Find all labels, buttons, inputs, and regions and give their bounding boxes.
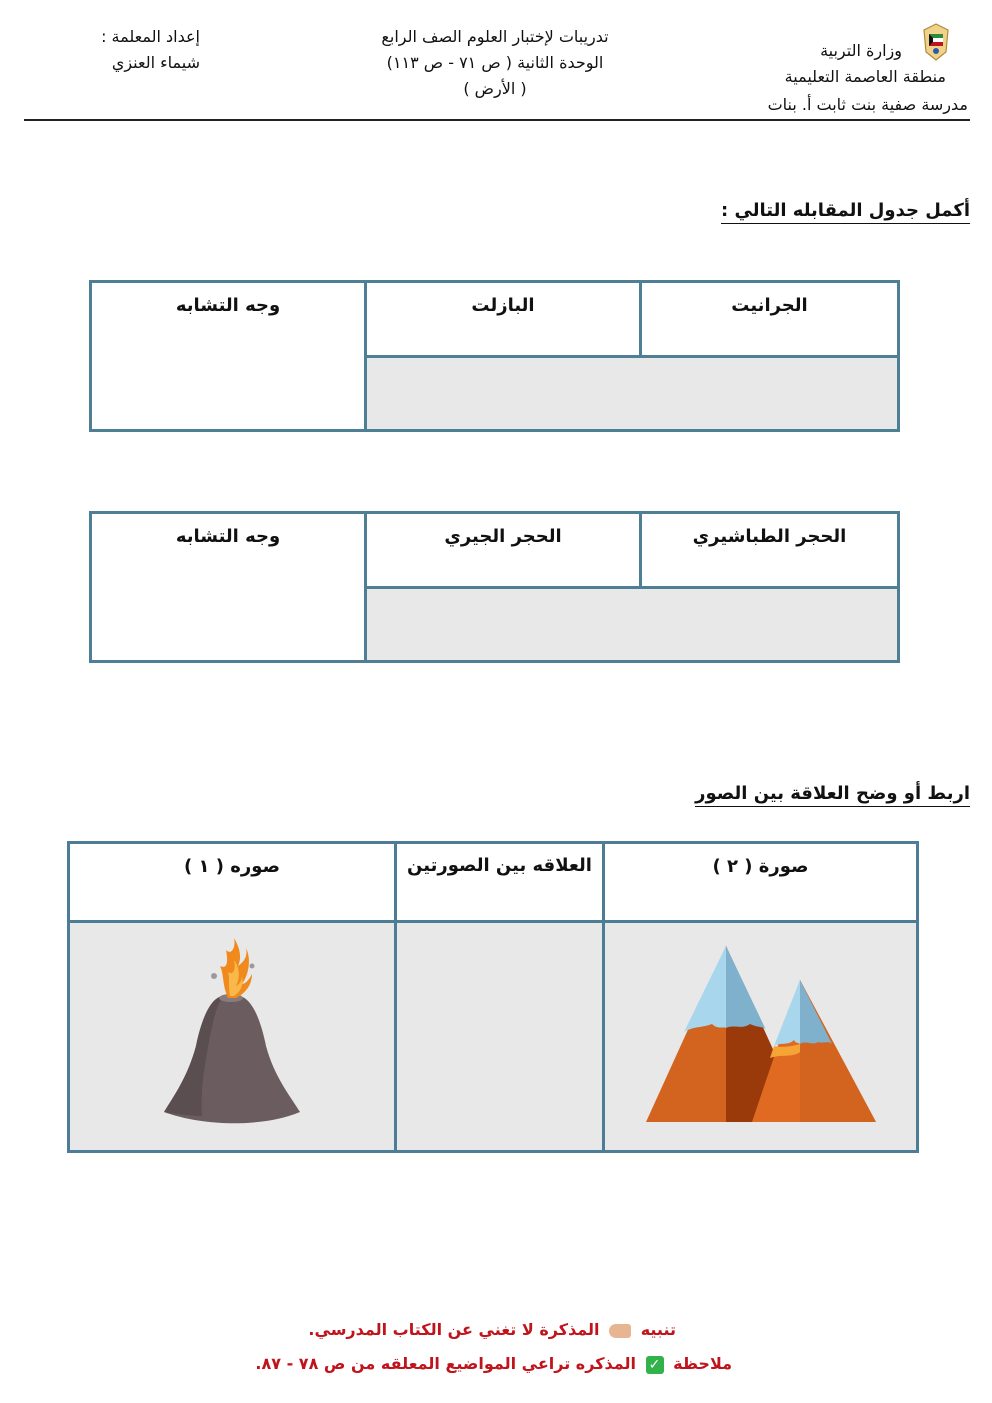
header-left — [70, 24, 200, 76]
image1-header-cell — [69, 843, 396, 922]
check-mark-icon: ✓ — [646, 1356, 664, 1374]
answer-cell-1[interactable] — [366, 357, 899, 431]
school-name: مدرسة صفية بنت ثابت أ. بنات — [767, 95, 968, 114]
note1-label: تنبيه — [640, 1320, 676, 1339]
prepared-by-label: إعداد المعلمة : — [101, 27, 200, 46]
volcano-icon — [162, 936, 302, 1136]
teacher-name: شيماء العنزي — [111, 53, 200, 72]
relation-header: العلاقه بين الصورتين — [407, 855, 592, 876]
section2-title: اربط أو وضح العلاقة بين الصور — [695, 783, 970, 807]
image2-header-cell — [604, 843, 918, 922]
note2-label: ملاحظة — [673, 1354, 732, 1373]
header-center — [340, 24, 650, 102]
worksheet-title: تدريبات لإختبار العلوم الصف الرابع — [381, 27, 609, 46]
note1-text: المذكرة لا تغني عن الكتاب المدرسي. — [308, 1320, 600, 1339]
image2-header: صورة ( ٢ ) — [712, 856, 809, 877]
basalt-header-cell — [366, 282, 641, 357]
header-right — [820, 38, 902, 64]
footer-note-1 — [308, 1320, 676, 1339]
unit-pages: الوحدة الثانية ( ص ٧١ - ص ١١٣) — [386, 53, 604, 72]
unit-topic: ( الأرض ) — [463, 79, 527, 98]
comparison-table-2 — [89, 511, 900, 663]
relation-table — [67, 841, 919, 1153]
district-name: منطقة العاصمة التعليمية — [784, 67, 946, 86]
similarity-header-cell-2 — [91, 513, 366, 662]
ministry-emblem — [920, 22, 952, 62]
note2-text: المذكره تراعي المواضيع المعلقه من ص ٧٨ - ٨٧. — [255, 1354, 636, 1373]
limestone-header: الحجر الجيري — [444, 526, 562, 547]
similarity-header-2: وجه التشابه — [175, 526, 281, 547]
mountains-icon — [646, 946, 876, 1126]
ministry-name: وزارة التربية — [820, 41, 902, 60]
image1-header: صوره ( ١ ) — [184, 856, 280, 877]
similarity-header: وجه التشابه — [175, 295, 281, 316]
relation-answer-cell[interactable] — [396, 922, 604, 1152]
header-divider — [24, 119, 970, 121]
granite-header: الجرانيت — [731, 295, 808, 316]
relation-header-cell — [396, 843, 604, 922]
section1-title: أكمل جدول المقابله التالي : — [721, 200, 970, 224]
image1-cell — [69, 922, 396, 1152]
basalt-header: البازلت — [471, 295, 535, 316]
footer-note-2 — [255, 1354, 732, 1374]
granite-header-cell — [641, 282, 899, 357]
header-right-3 — [768, 92, 968, 118]
header-right-2 — [785, 64, 946, 90]
pointing-hand-icon — [609, 1324, 631, 1338]
comparison-table-1 — [89, 280, 900, 432]
similarity-header-cell — [91, 282, 366, 431]
image2-cell — [604, 922, 918, 1152]
limestone-header-cell — [366, 513, 641, 588]
chalk-header: الحجر الطباشيري — [692, 526, 847, 547]
chalk-header-cell — [641, 513, 899, 588]
answer-cell-2[interactable] — [366, 588, 899, 662]
